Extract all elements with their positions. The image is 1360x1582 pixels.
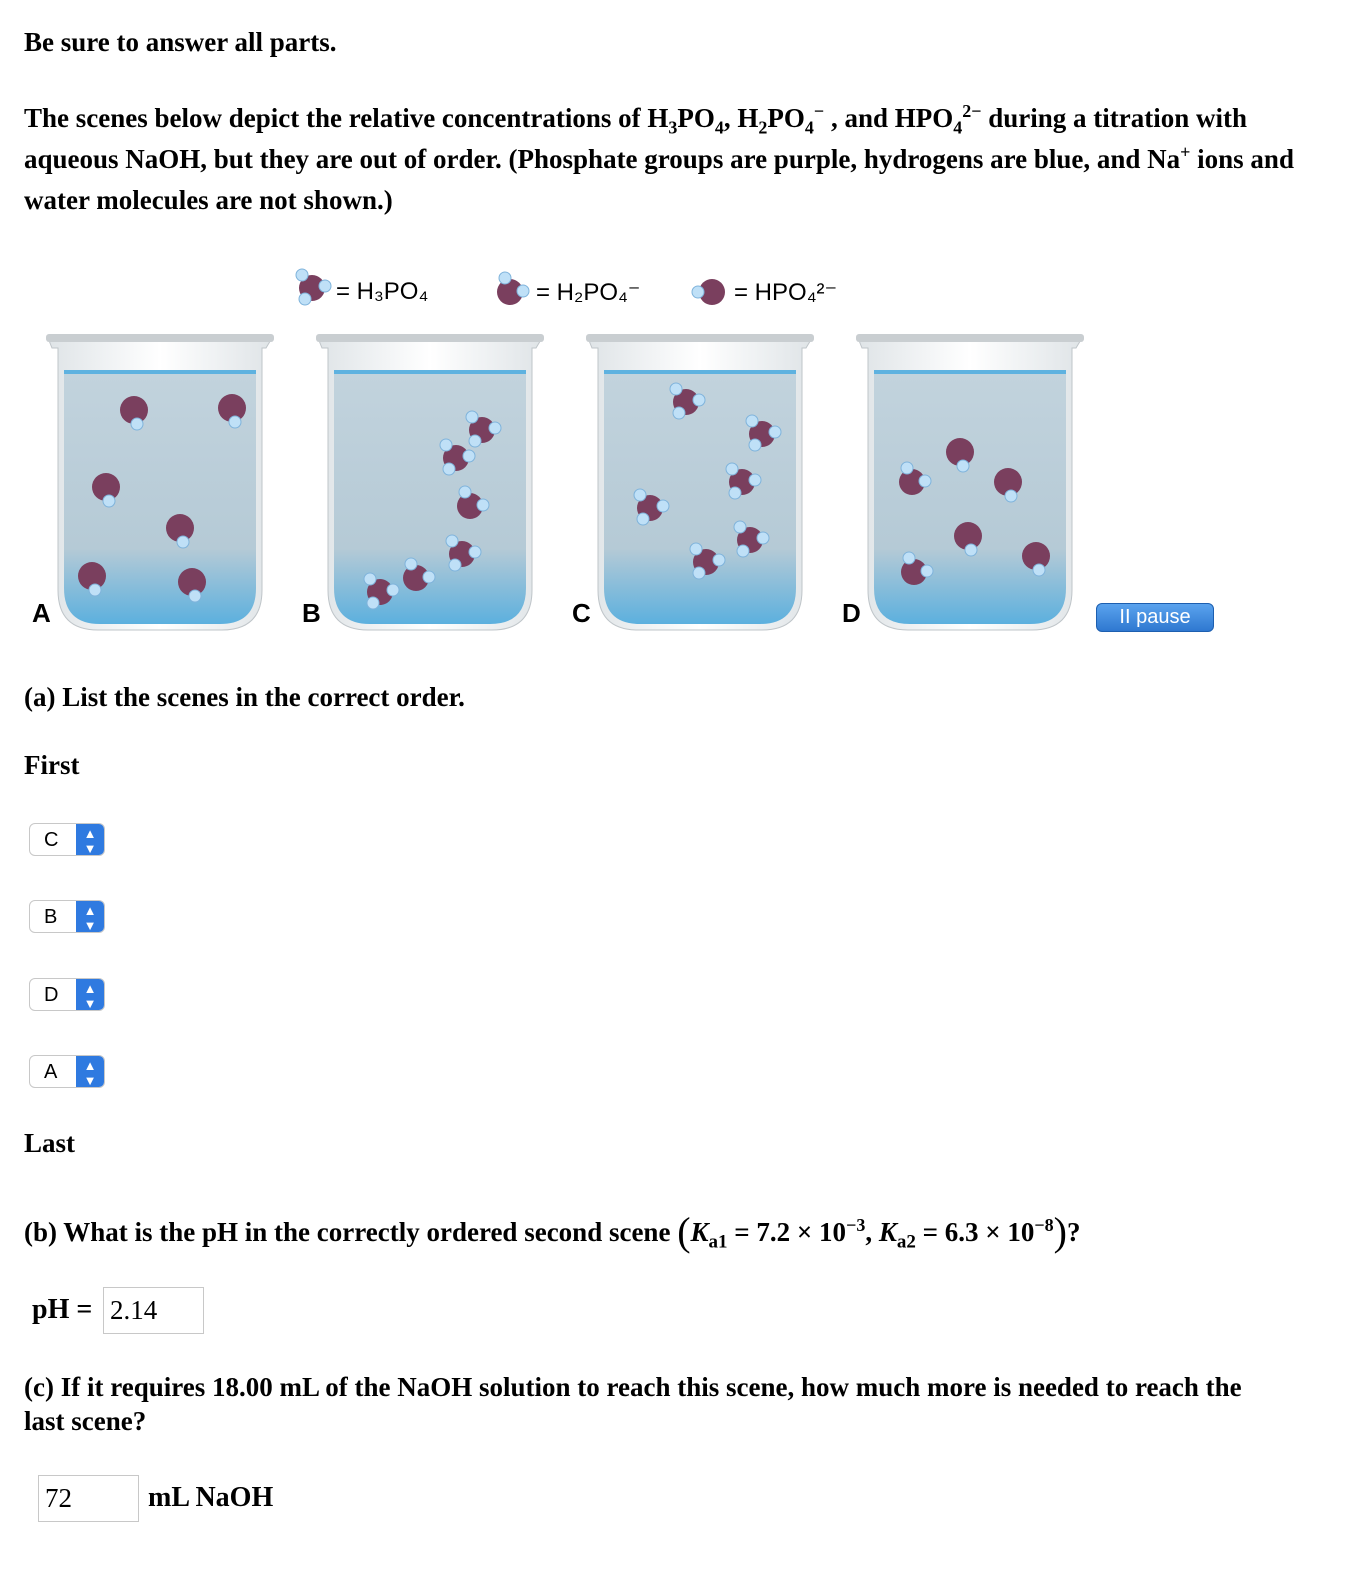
order-select-3-value: D bbox=[44, 984, 59, 1006]
beaker-c bbox=[586, 334, 814, 630]
scene-label-b: B bbox=[302, 598, 321, 628]
naoh-volume-input[interactable]: 72 bbox=[38, 1475, 139, 1522]
scene-label-c: C bbox=[572, 598, 591, 628]
h2po4-legend-molecule bbox=[497, 272, 529, 305]
pause-button[interactable]: II pause bbox=[1096, 603, 1214, 632]
intro-paragraph: The scenes below depict the relative concentrations of $H_3PO_4$, $H_2PO_4^-$ , and $HPO_4^{2-}$ during a titration with aqueous NaOH, but they are out of order. (Phosphate groups are purple, hydrogens are blue, and Na+ ions and water molecules are not shown.) bbox=[24, 101, 1294, 215]
ph-input[interactable]: 2.14 bbox=[103, 1287, 204, 1334]
instruction-text: Be sure to answer all parts. bbox=[24, 27, 337, 57]
naoh-unit-label: mL NaOH bbox=[148, 1482, 274, 1513]
beaker-a bbox=[46, 334, 274, 630]
order-select-4-value: A bbox=[44, 1061, 58, 1083]
select-arrows-icon: ▲ ▼ bbox=[76, 824, 104, 855]
part-b-question: (b) What is the pH in the correctly ordered second scene ($K_{a1} = 7.2 \times 10^{-3}$, $K_{a2} = 6.3 \times 10^{-8}$)? bbox=[24, 1209, 1081, 1254]
order-select-1-value: C bbox=[44, 829, 59, 851]
hpo4-legend-molecule bbox=[692, 279, 725, 305]
scene-label-a: A bbox=[32, 598, 51, 628]
part-c-question: (c) If it requires 18.00 mL of the NaOH solution to reach this scene, how much more is needed to reach the last scene? bbox=[24, 1372, 1242, 1436]
legend-h3po4-label: = H₃PO₄ bbox=[336, 278, 429, 305]
order-select-3[interactable] bbox=[29, 978, 105, 1011]
select-arrows-icon: ▲ ▼ bbox=[76, 979, 104, 1010]
order-select-4[interactable] bbox=[29, 1055, 105, 1088]
beaker-d bbox=[856, 334, 1084, 630]
h3po4-legend-molecule bbox=[296, 269, 331, 305]
ph-label: pH = bbox=[32, 1294, 93, 1325]
order-select-2-value: B bbox=[44, 906, 58, 928]
part-a-question: (a) List the scenes in the correct order. bbox=[24, 682, 465, 712]
order-select-1[interactable] bbox=[29, 823, 105, 856]
last-label: Last bbox=[24, 1128, 76, 1158]
molecule-legend bbox=[290, 266, 850, 314]
first-label: First bbox=[24, 750, 80, 780]
legend-hpo4-label: = HPO₄²⁻ bbox=[734, 279, 838, 306]
order-select-2[interactable] bbox=[29, 900, 105, 933]
scene-label-d: D bbox=[842, 598, 861, 628]
legend-h2po4-label: = H₂PO₄⁻ bbox=[536, 279, 641, 306]
select-arrows-icon: ▲ ▼ bbox=[76, 901, 104, 932]
beaker-b bbox=[316, 334, 544, 630]
select-arrows-icon: ▲ ▼ bbox=[76, 1056, 104, 1087]
